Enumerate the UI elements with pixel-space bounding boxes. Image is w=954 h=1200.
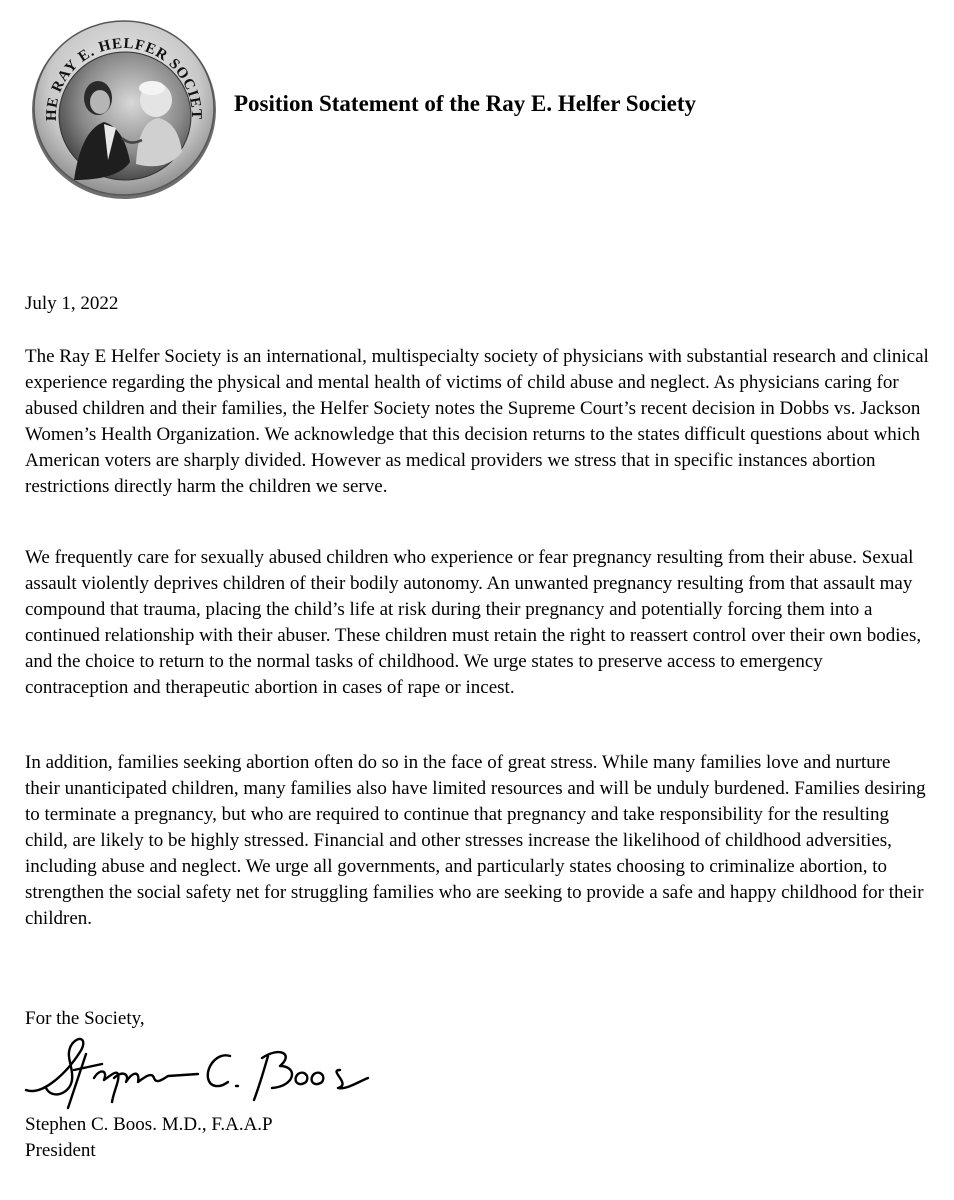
handwritten-signature <box>22 1030 374 1112</box>
society-logo <box>26 12 222 204</box>
paragraph-intro: The Ray E Helfer Society is an international, multispecialty society of physicians with substantial research and clinical experience regarding the physical and mental health of victims of child abuse and neglect. As physicians caring for abused children and their families, the Helfer Society notes the Supreme Court’s recent decision in Dobbs vs. Jackson Women’s Health Organization. We acknowledge that this decision returns to the states difficult questions about which American voters are sharply divided. However as medical providers we stress that in specific instances abortion restrictions directly harm the children we serve. <box>25 346 929 497</box>
signer-title: President <box>25 1140 96 1161</box>
paragraph-family-stress: In addition, families seeking abortion often do so in the face of great stress. While many families love and nurture their unanticipated children, many families also have limited resources and will be unduly burdened. Families desiring to terminate a pregnancy, but who are required to continue that pregnancy and take responsibility for the resulting child, are likely to be highly stressed. Financial and other stresses increase the likelihood of childhood adversities, including abuse and neglect. We urge all governments, and particularly states choosing to criminalize abortion, to strengthen the social safety net for struggling families who are seeking to provide a safe and happy childhood for their children. <box>25 752 926 929</box>
paragraph-sexual-abuse: We frequently care for sexually abused children who experience or fear pregnancy resulting from their abuse. Sexual assault violently deprives children of their bodily autonomy. An unwanted pregnancy resulting from that assault may compound that trauma, placing the child’s life at risk during their pregnancy and potentially forcing them into a continued relationship with their abuser. These children must retain the right to reassert control over their own bodies, and the choice to return to the normal tasks of childhood. We urge states to preserve access to emergency contraception and therapeutic abortion in cases of rape or incest. <box>25 547 922 698</box>
svg-text:THE RAY E. HELFER SOCIETY: HE RAY E. HELFER SOCIET <box>43 35 205 122</box>
closing-line: For the Society, <box>25 1008 145 1029</box>
page-title: Position Statement of the Ray E. Helfer Society <box>234 91 697 116</box>
society-logo-emblem <box>26 12 222 204</box>
signer-name: Stephen C. Boos. M.D., F.A.A.P <box>25 1114 273 1135</box>
letter-date: July 1, 2022 <box>25 293 119 314</box>
